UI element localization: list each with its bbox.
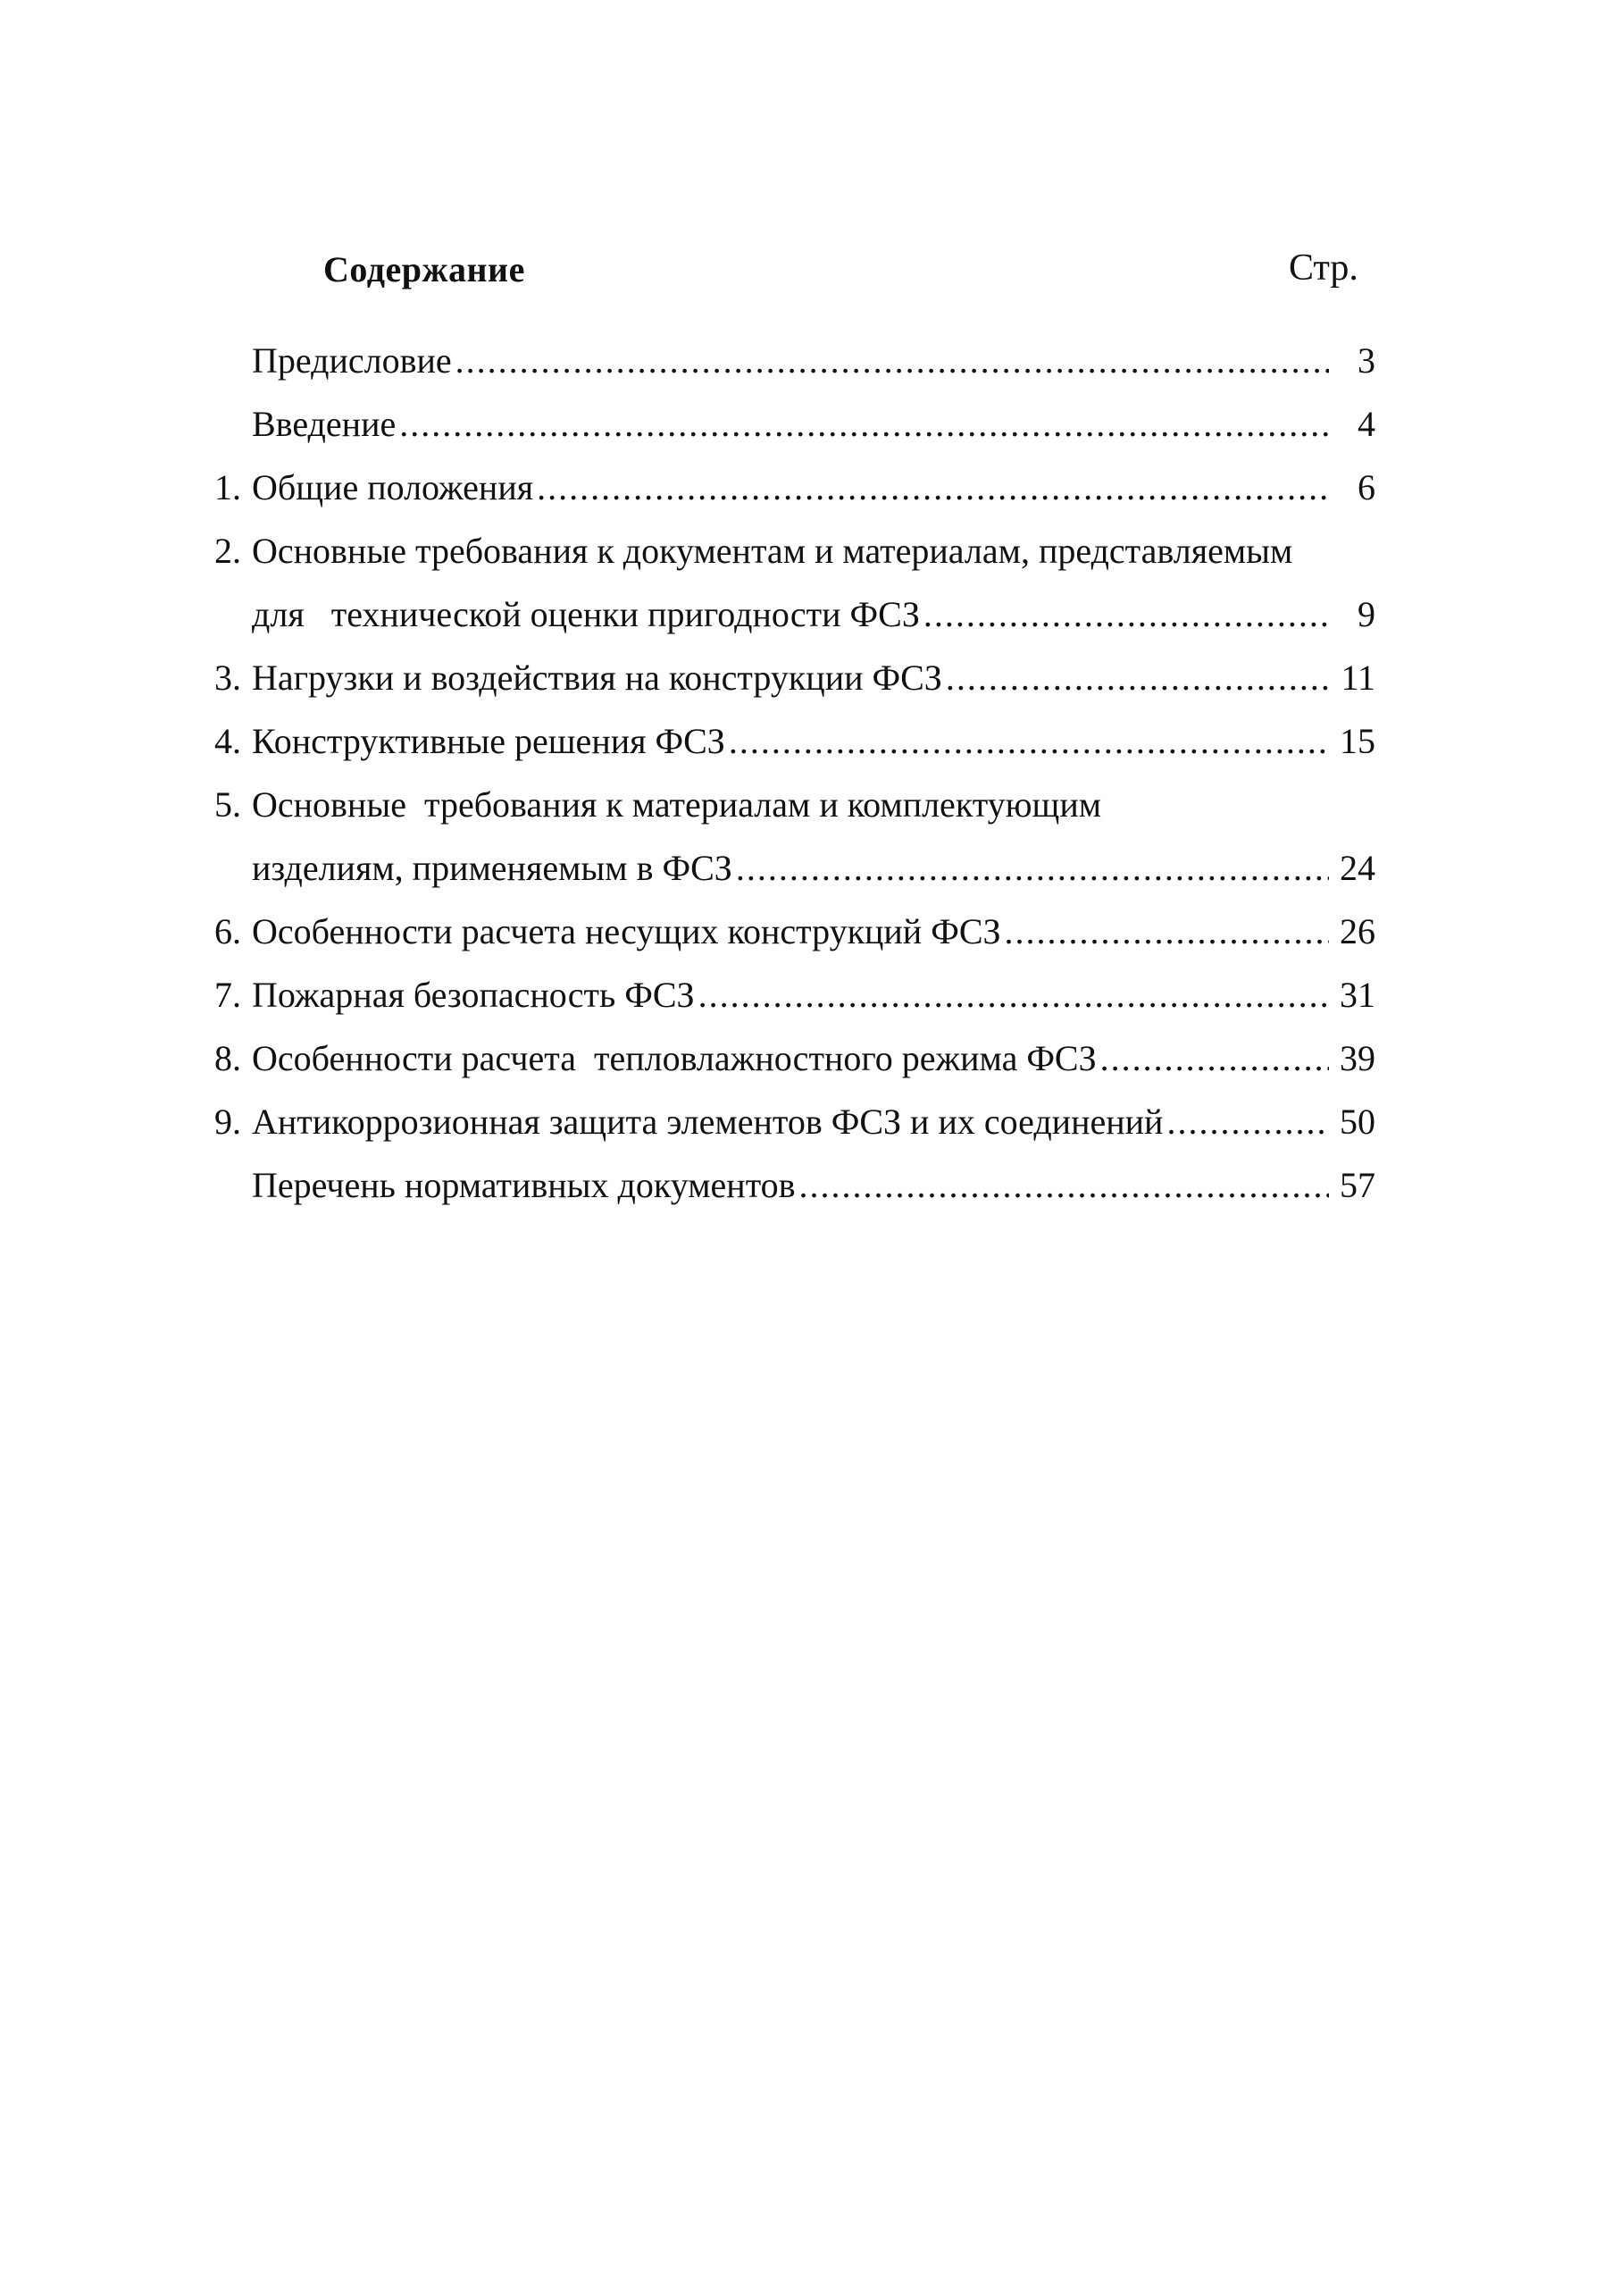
toc-entry-page: 4 (1358, 404, 1375, 444)
toc-entry-number: 8. (214, 1038, 241, 1078)
page-column-heading: Стр. (1289, 247, 1358, 289)
leader-dots (1100, 1026, 1329, 1090)
toc-entry-7 (214, 963, 1375, 1026)
toc-entry-9 (214, 1090, 1375, 1153)
leader-dots (736, 836, 1329, 900)
toc-entry-2-continued (214, 582, 1375, 646)
toc-entry-page: 9 (1358, 594, 1375, 634)
toc-entry-references (214, 1153, 1375, 1217)
toc-entry-title: Нагрузки и воздействия на конструкции ФСЗ (252, 658, 942, 698)
toc-entry-6 (214, 900, 1375, 963)
leader-dots (698, 963, 1329, 1026)
toc-entry-title: Перечень нормативных документов (252, 1165, 796, 1205)
toc-entry-title-line2: изделиям, применяемым в ФСЗ (252, 848, 732, 888)
toc-entry-number: 6. (214, 911, 241, 951)
toc-entry-2 (214, 519, 1375, 582)
leader-dots (946, 646, 1329, 709)
toc-entry-number: 4. (214, 721, 241, 761)
leader-dots (455, 329, 1329, 392)
toc-entry-title: Особенности расчета тепловлажностного режима ФСЗ (252, 1038, 1097, 1078)
toc-entry-title: Введение (252, 404, 397, 444)
toc-entry-title: Предисловие (252, 340, 452, 381)
toc-list (214, 329, 1375, 1217)
toc-entry-1 (214, 456, 1375, 519)
toc-entry-page: 31 (1340, 975, 1375, 1015)
toc-entry-page: 15 (1340, 721, 1375, 761)
toc-entry-title: Общие положения (252, 467, 534, 507)
toc-entry-title-line1: Основные требования к материалам и комплектующим (252, 784, 1102, 825)
toc-entry-number: 5. (214, 784, 241, 825)
toc-entry-5 (214, 773, 1375, 836)
toc-entry-introduction (214, 392, 1375, 456)
toc-entry-page: 26 (1340, 911, 1375, 951)
toc-entry-page: 39 (1340, 1038, 1375, 1078)
toc-entry-number: 3. (214, 658, 241, 698)
toc-entry-page: 24 (1340, 848, 1375, 888)
toc-entry-3 (214, 646, 1375, 709)
toc-entry-page: 3 (1358, 340, 1375, 381)
leader-dots (537, 456, 1329, 519)
toc-entry-number: 1. (214, 467, 241, 507)
toc-entry-8 (214, 1026, 1375, 1090)
toc-entry-title-line1: Основные требования к документам и материалам, представляемым (252, 531, 1293, 571)
toc-entry-4 (214, 709, 1375, 773)
toc-entry-5-continued (214, 836, 1375, 900)
toc-entry-page: 11 (1341, 658, 1375, 698)
leader-dots (1005, 900, 1329, 963)
toc-entry-number: 7. (214, 975, 241, 1015)
toc-entry-preface (214, 329, 1375, 392)
toc-entry-page: 57 (1340, 1165, 1375, 1205)
leader-dots (399, 392, 1329, 456)
toc-entry-title: Особенности расчета несущих конструкций ФСЗ (252, 911, 1001, 951)
leader-dots (923, 582, 1329, 646)
toc-entry-title: Конструктивные решения ФСЗ (252, 721, 725, 761)
toc-entry-number: 9. (214, 1102, 241, 1142)
toc-entry-title: Антикоррозионная защита элементов ФСЗ и их соединений (252, 1102, 1164, 1142)
toc-entry-number: 2. (214, 531, 241, 571)
leader-dots (729, 709, 1329, 773)
toc-entry-page: 50 (1340, 1102, 1375, 1142)
leader-dots (799, 1153, 1329, 1217)
leader-dots (1166, 1090, 1329, 1153)
toc-entry-page: 6 (1358, 467, 1375, 507)
toc-heading: Содержание (323, 249, 525, 289)
toc-entry-title-line2: для технической оценки пригодности ФСЗ (252, 594, 920, 634)
toc-entry-title: Пожарная безопасность ФСЗ (252, 975, 695, 1015)
